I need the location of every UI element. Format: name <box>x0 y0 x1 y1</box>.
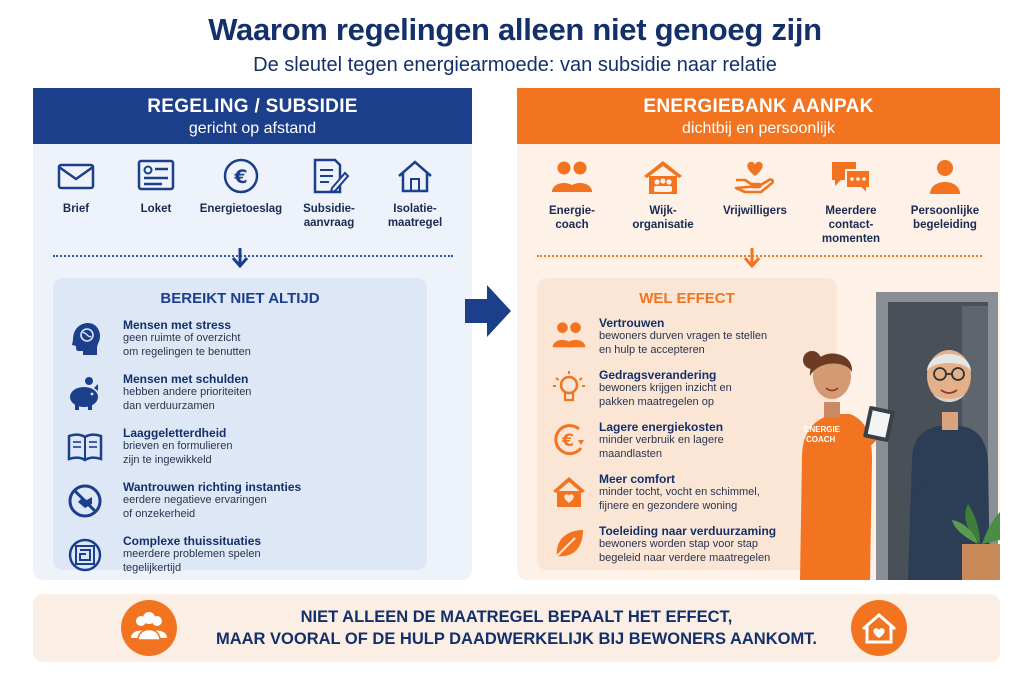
panel-regeling-header <box>33 88 472 144</box>
icon-label: Wijk- organisatie <box>632 205 694 231</box>
euro-down-icon <box>551 422 587 458</box>
panel-regeling-subheading: gericht op afstand <box>188 120 317 137</box>
panel-regeling <box>33 88 472 580</box>
icon-label: Subsidie- aanvraag <box>303 203 355 229</box>
icon-label: Persoonlijke begeleiding <box>910 205 980 231</box>
people-icon <box>551 318 587 352</box>
book-icon <box>67 428 103 466</box>
banner-home-badge <box>851 600 907 656</box>
item-line: dan verduurzamen <box>123 399 215 412</box>
wel-effect-title: WEL EFFECT <box>639 290 735 307</box>
panel-regeling-heading: REGELING / SUBSIDIE <box>147 96 358 117</box>
item-line: zijn te ingewikkeld <box>123 453 212 466</box>
icon-label: Meerdere contact- momenten <box>821 205 881 245</box>
icon-item-energietoeslag <box>196 158 286 216</box>
bereikt-niet-box <box>53 278 427 574</box>
panel-energiebank-header <box>517 88 1000 144</box>
item-line: of onzekerheid <box>123 507 196 520</box>
item-line: begeleid naar verdere maatregelen <box>599 551 771 564</box>
icon-item-contactmomenten <box>806 158 896 246</box>
maze-icon <box>67 536 103 574</box>
people-group-icon <box>121 600 177 656</box>
item-title: Laaggeletterdheid <box>123 426 227 440</box>
item-line: minder tocht, vocht en schimmel, <box>599 486 760 498</box>
icon-label: Vrijwilligers <box>723 205 787 217</box>
arrow-down-icon <box>742 246 762 270</box>
page-subtitle: De sleutel tegen energiearmoede: van subsidie naar relatie <box>253 54 777 76</box>
piggy-bank-icon <box>67 374 103 412</box>
icon-label: Brief <box>62 203 90 215</box>
item-line: bewoners krijgen inzicht en <box>599 382 732 394</box>
item-line: eerdere negatieve ervaringen <box>123 494 267 506</box>
item-line: meerdere problemen spelen <box>123 548 261 560</box>
icon-item-isolatiemaatregel <box>370 158 460 230</box>
wel-effect-box <box>537 278 837 570</box>
item-line: brieven en formulieren <box>123 440 233 452</box>
house-icon <box>395 158 435 194</box>
arrow-down-icon <box>230 246 250 270</box>
form-icon <box>309 158 349 194</box>
vest-label-line-1: ENERGIE <box>804 425 841 434</box>
euro-icon <box>221 158 261 194</box>
svg-text:€: € <box>562 431 574 451</box>
icon-label: Loket <box>140 203 172 215</box>
banner-line-2: MAAR VOORAL OF DE HULP DAADWERKELIJK BIJ BEWONERS AANKOMT. <box>215 630 818 648</box>
banner-people-badge <box>121 600 177 656</box>
icon-item-subsidieaanvraag <box>284 158 374 230</box>
icon-label: Energie- coach <box>548 205 595 231</box>
item-title: Meer comfort <box>599 472 676 486</box>
vest-label-line-2: COACH <box>806 435 836 444</box>
no-trust-icon <box>67 482 103 520</box>
head-stress-icon <box>67 320 103 358</box>
page-title: Waarom regelingen alleen niet genoeg zijn <box>208 12 822 47</box>
chat-icon <box>829 158 873 196</box>
panel-energiebank-subheading: dichtbij en persoonlijk <box>682 120 835 137</box>
item-line: pakken maatregelen op <box>599 395 714 408</box>
icon-item-vrijwilligers <box>710 158 800 218</box>
item-title: Mensen met stress <box>123 318 232 332</box>
icon-label: Energietoeslag <box>199 203 283 215</box>
leaf-icon <box>551 526 587 562</box>
lightbulb-icon <box>551 370 587 406</box>
icon-item-brief <box>31 158 121 216</box>
icon-item-loket <box>111 158 201 216</box>
icon-item-persoonlijke-begeleiding <box>900 158 990 232</box>
item-title: Vertrouwen <box>599 316 665 330</box>
item-title: Mensen met schulden <box>123 372 249 386</box>
icon-label: Isolatie- maatregel <box>387 203 443 229</box>
conclusion-banner <box>33 594 1000 662</box>
home-heart-icon <box>551 474 587 510</box>
divider <box>53 255 453 257</box>
item-line: bewoners durven vragen te stellen <box>599 330 768 342</box>
home-heart-icon <box>851 600 907 656</box>
people-icon <box>550 158 594 196</box>
arrow-right-icon <box>465 283 513 339</box>
item-line: en hulp te accepteren <box>599 343 705 356</box>
item-line: maandlasten <box>599 447 662 460</box>
item-line: geen ruimte of overzicht <box>123 332 241 344</box>
icon-item-energiecoach <box>527 158 617 232</box>
item-title: Complexe thuissituaties <box>123 534 262 548</box>
icon-item-wijkorganisatie <box>618 158 708 232</box>
person-icon <box>923 158 967 196</box>
item-line: om regelingen te benutten <box>123 345 251 358</box>
item-line: minder verbruik en lagere <box>599 434 724 446</box>
item-title: Lagere energiekosten <box>599 420 724 434</box>
heart-hand-icon <box>733 158 777 196</box>
item-title: Wantrouwen richting instanties <box>123 480 302 494</box>
item-line: bewoners worden stap voor stap <box>599 538 758 550</box>
coach-visit-illustration <box>804 290 1000 580</box>
banner-text <box>183 606 850 650</box>
community-house-icon <box>641 158 685 196</box>
item-title: Toeleiding naar verduurzaming <box>599 524 777 538</box>
envelope-icon <box>56 158 96 194</box>
bereikt-niet-title: BEREIKT NIET ALTIJD <box>160 290 320 307</box>
panel-energiebank-heading: ENERGIEBANK AANPAK <box>643 96 874 117</box>
svg-text:€: € <box>234 166 248 188</box>
banner-line-1: NIET ALLEEN DE MAATREGEL BEPAALT HET EFFECT, <box>300 608 733 626</box>
item-line: fijnere en gezondere woning <box>599 499 738 512</box>
item-line: tegelijkertijd <box>123 561 182 574</box>
item-title: Gedragsverandering <box>599 368 717 382</box>
item-line: hebben andere prioriteiten <box>123 386 252 398</box>
desk-card-icon <box>136 158 176 194</box>
